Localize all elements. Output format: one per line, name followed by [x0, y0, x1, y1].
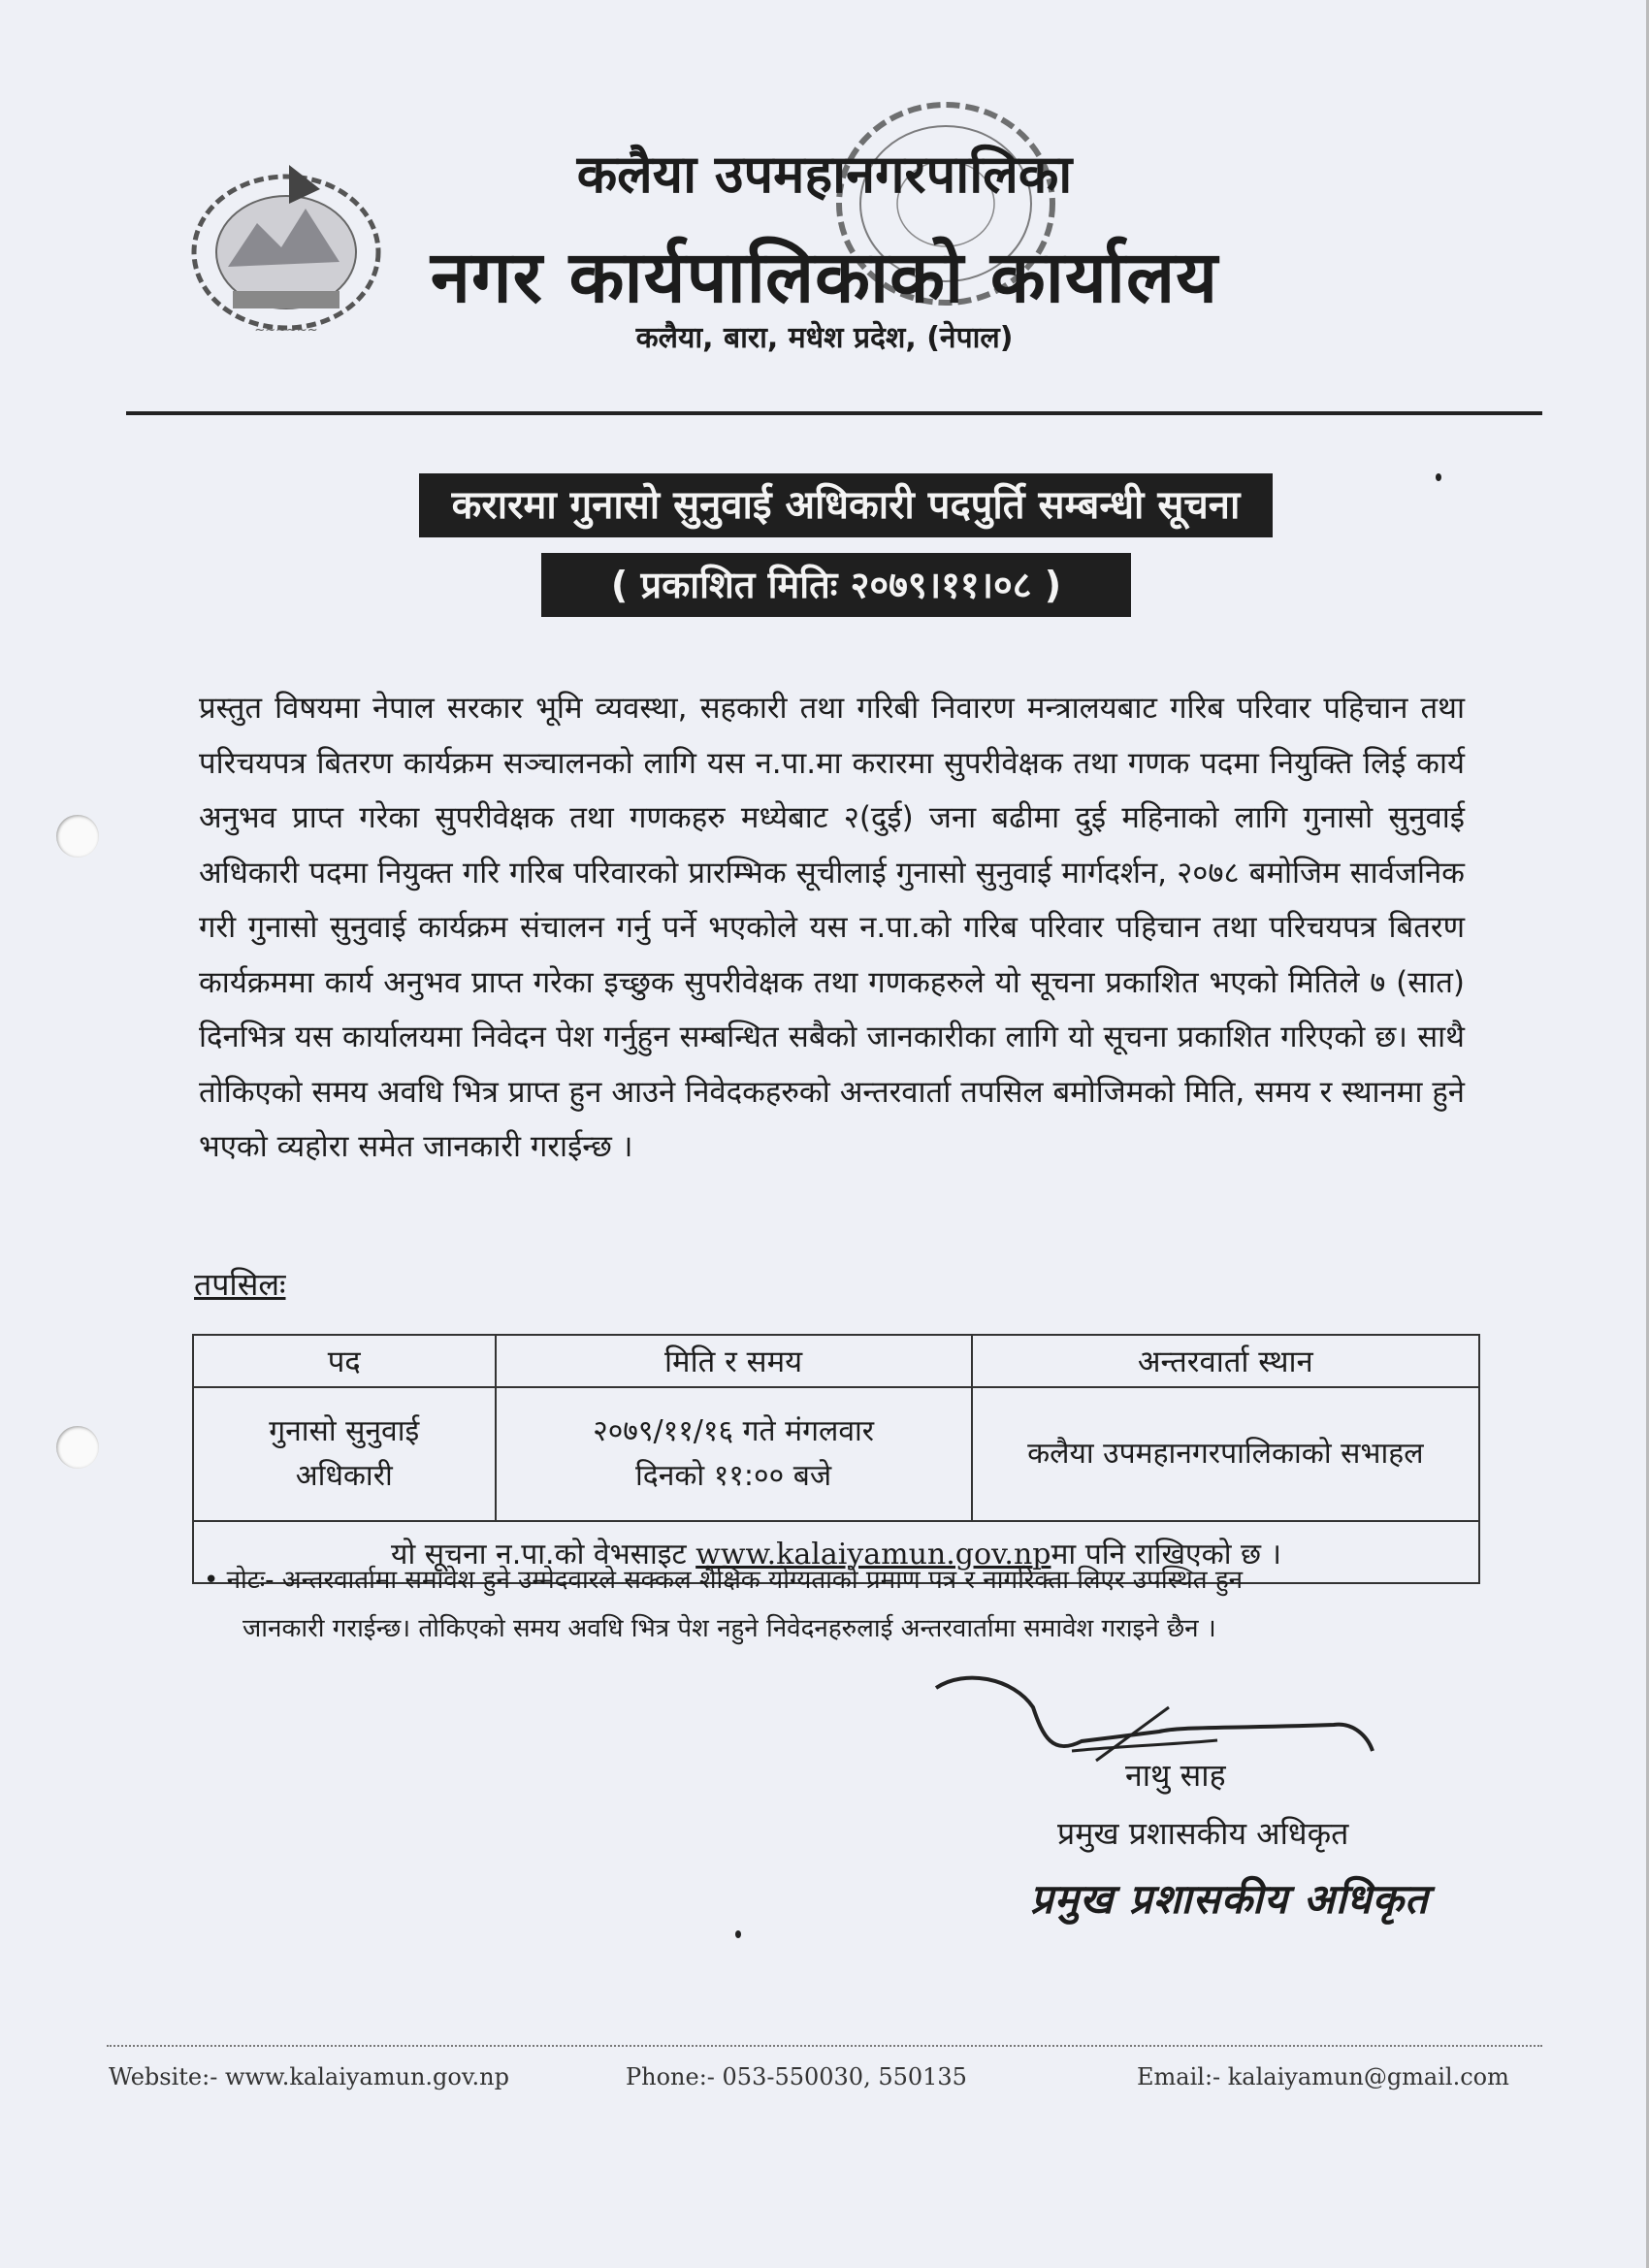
website-notice-prefix: यो सूचना न.पा.को वेभसाइट [391, 1537, 687, 1571]
interview-details-table [192, 1334, 1480, 1584]
datetime-line2: दिनको ११:०० बजे [635, 1459, 832, 1493]
footer-divider [107, 2045, 1542, 2048]
website-link[interactable]: www.kalaiyamun.gov.np [695, 1537, 1051, 1571]
signatory-stamp: प्रमुख प्रशासकीय अधिकृत [1030, 1875, 1429, 1923]
table-row [193, 1387, 1479, 1521]
post-line2: अधिकारी [295, 1459, 393, 1493]
punch-hole [56, 1426, 99, 1469]
cell-datetime [496, 1387, 972, 1521]
tapasil-heading: तपसिलः [194, 1266, 286, 1303]
published-date: ( प्रकाशित मितिः २०७९।११।०८ ) [541, 553, 1131, 617]
header-venue: अन्तरवार्ता स्थान [972, 1335, 1479, 1387]
signatory-name: नाथु साह [1125, 1757, 1226, 1794]
office-address: कलैया, बारा, मधेश प्रदेश, (नेपाल) [635, 321, 1014, 355]
footer-website[interactable]: Website:- www.kalaiyamun.gov.np [109, 2063, 510, 2090]
footer-phone: Phone:- 053-550030, 550135 [626, 2063, 967, 2090]
note [204, 1556, 1465, 1653]
speck [1436, 473, 1441, 481]
cell-venue: कलैया उपमहानगरपालिकाको सभाहल [972, 1387, 1479, 1521]
notice-title: करारमा गुनासो सुनुवाई अधिकारी पदपुर्ति सम्बन्धी सूचना [419, 473, 1273, 537]
post-line1: गुनासो सुनुवाई [269, 1414, 420, 1448]
header-datetime: मिति र समय [496, 1335, 972, 1387]
table-header-row [193, 1335, 1479, 1387]
footer-email[interactable]: Email:- kalaiyamun@gmail.com [1137, 2063, 1509, 2090]
note-line2: जानकारी गराईन्छ। तोकिएको समय अवधि भित्र पेश नहुने निवेदनहरुलाई अन्तरवार्तामा समावेश गराइने छैन । [242, 1614, 1216, 1643]
speck [735, 1930, 741, 1938]
notice-body: प्रस्तुत विषयमा नेपाल सरकार भूमि व्यवस्था, सहकारी तथा गरिबी निवारण मन्त्रालयबाट गरिब परिवार पहिचान तथा परिचयपत्र बितरण कार्यक्रम सञ्चालनको लागि यस न.पा.मा करारमा सुपरीवेक्षक तथा गणक पदमा नियुक्ति लिई कार्य अनुभव प्राप्त गरेका सुपरीवेक्षक तथा गणकहरु मध्येबाट २(दुई) जना बढीमा दुई महिनाको लागि गुनासो सुनुवाई अधिकारी पदमा नियुक्त गरि गरिब परिवारको प्रारम्भिक सूचीलाई गुनासो सुनुवाई मार्गदर्शन, २०७८ बमोजिम सार्वजनिक गरी गुनासो सुनुवाई कार्यक्रम संचालन गर्नु पर्ने भएकोले यस न.पा.को गरिब परिवार पहिचान तथा परिचयपत्र बितरण कार्यक्रममा कार्य अनुभव प्राप्त गरेका इच्छुक सुपरीवेक्षक तथा गणकहरुले यो सूचना प्रकाशित भएको मितिले ७ (सात) दिनभित्र यस कार्यालयमा निवेदन पेश गर्नुहुन सम्बन्धित सबैको जानकारीका लागि यो सूचना प्रकाशित गरिएको छ। साथै तोकिएको समय अवधि भित्र प्राप्त हुन आउने निवेदकहरुको अन्तरवार्ता तपसिल बमोजिमको मिति, समय र स्थानमा हुने भएको व्यहोरा समेत जानकारी गराईन्छ । [199, 691, 1465, 1164]
signatory-title: प्रमुख प्रशासकीय अधिकृत [1057, 1815, 1349, 1852]
header-divider [126, 411, 1542, 415]
note-line1: • नोटः- अन्तरवार्तामा समावेश हुने उम्मेदवारले सक्कल शैक्षिक योग्यताको प्रमाण पत्र र नागरिक्ता लिएर उपस्थित हुन [204, 1566, 1244, 1595]
office-name: नगर कार्यपालिकाको कार्यालय [430, 236, 1219, 319]
datetime-line1: २०७९/११/१६ गते मंगलवार [593, 1414, 875, 1448]
cell-post [193, 1387, 496, 1521]
header-post: पद [193, 1335, 496, 1387]
website-notice-suffix: मा पनि राखिएको छ । [1051, 1537, 1281, 1571]
svg-text:~~~~~~: ~~~~~~ [254, 323, 318, 338]
municipality-name: कलैया उपमहानगरपालिका [576, 144, 1073, 205]
punch-hole [56, 815, 99, 858]
